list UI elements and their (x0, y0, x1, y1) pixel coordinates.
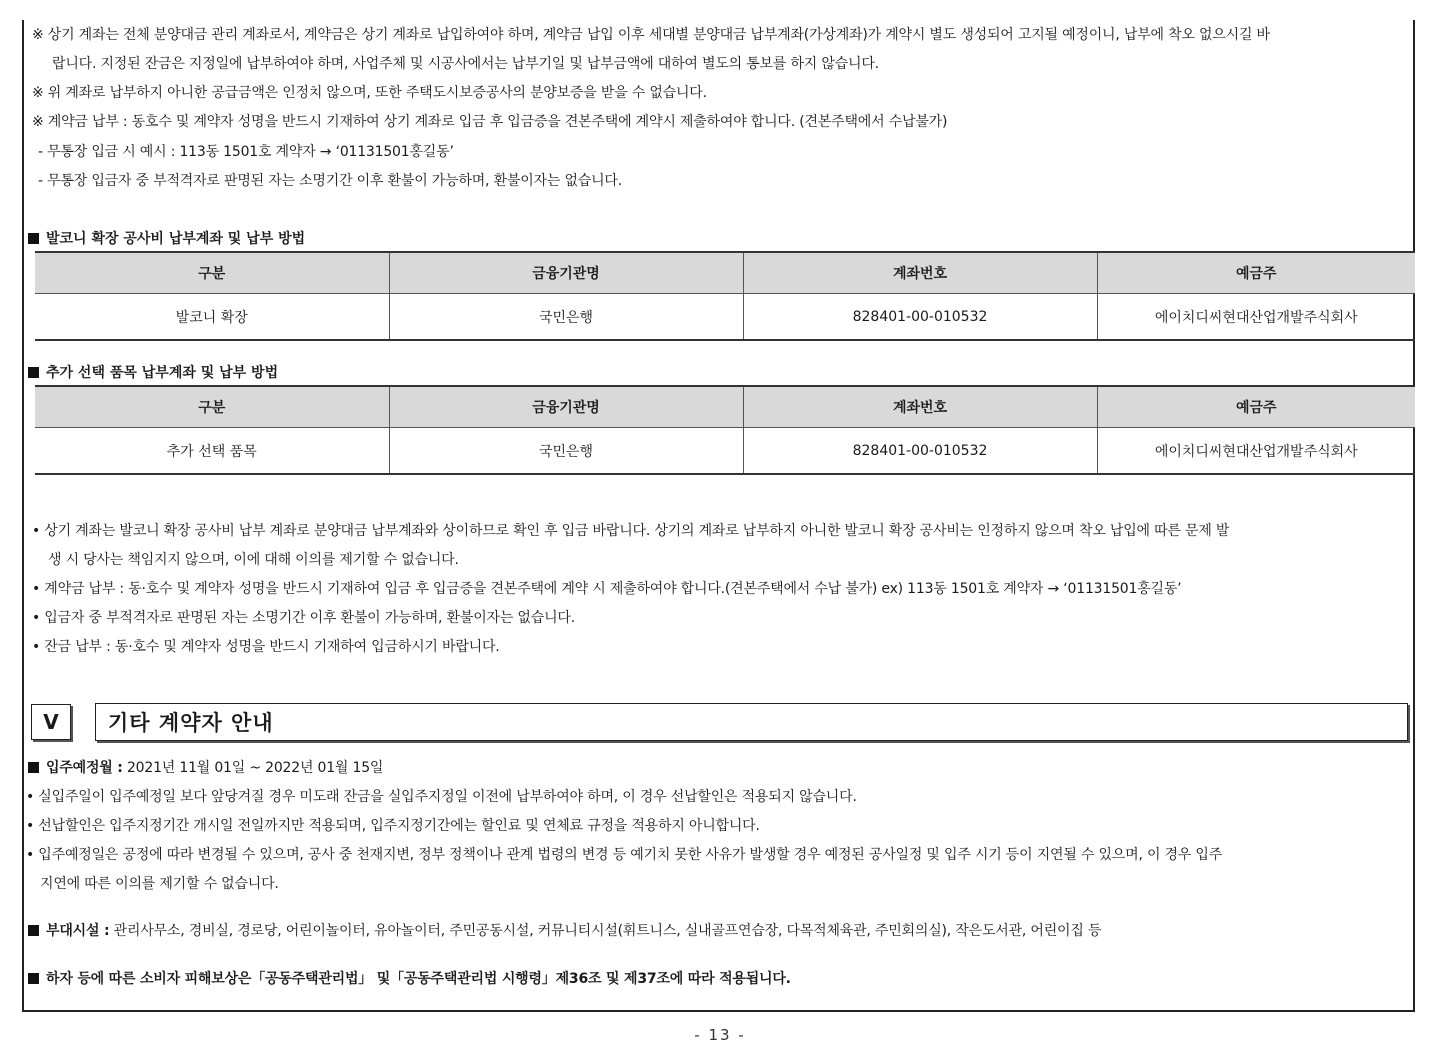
note-line: ※ 계약금 납부 : 동호수 및 계약자 성명을 반드시 기재하여 상기 계좌로 입금 후 입금증을 견본주택에 계약시 제출하여야 합니다. (견본주택에서 수납불가) (32, 114, 948, 130)
bullet-line: • 상기 계좌는 발코니 확장 공사비 납부 계좌로 분양대금 납부계좌와 상이하므로 확인 후 입금 바랍니다. 상기의 계좌로 납부하지 아니한 발코니 확장 공사비는 인정하지 않으며 착오 납입에 따른 문제 발 (32, 523, 1230, 539)
section-heading-options (28, 363, 278, 383)
bullet-line: • 잔금 납부 : 동·호수 및 계약자 성명을 반드시 기재하여 입금하시기 바랍니다. (32, 639, 500, 655)
table-cell: 828401-00-010532 (743, 294, 1097, 341)
section-heading-balcony (28, 229, 305, 249)
facilities-label: 부대시설 : (46, 923, 110, 939)
table-header-row (35, 386, 1415, 428)
square-bullet-icon (28, 925, 39, 936)
bullet-line: 생 시 당사는 책임지지 않으며, 이에 대해 이의를 제기할 수 없습니다. (48, 552, 459, 568)
compensation-text: 하자 등에 따른 소비자 피해보상은「공동주택관리법」 및「공동주택관리법 시행령」제36조 및 제37조에 따라 적용됩니다. (46, 971, 791, 987)
table-cell: 추가 선택 품목 (35, 428, 389, 475)
table-header-cell: 계좌번호 (743, 386, 1097, 428)
table-cell: 828401-00-010532 (743, 428, 1097, 475)
table-cell: 에이치디씨현대산업개발주식회사 (1097, 428, 1415, 475)
balcony-account-table (35, 251, 1415, 341)
bullet-line: • 선납할인은 입주지정기간 개시일 전일까지만 적용되며, 입주지정기간에는 할인료 및 연체료 규정을 적용하지 아니합니다. (26, 818, 760, 834)
bullet-line: • 실입주일이 입주예정일 보다 앞당겨질 경우 미도래 잔금을 실입주지정일 이전에 납부하여야 하며, 이 경우 선납할인은 적용되지 않습니다. (26, 789, 857, 805)
compensation-line (28, 969, 791, 989)
facilities-line (28, 921, 1101, 941)
movein-label: 입주예정월 : (46, 760, 123, 776)
square-bullet-icon (28, 973, 39, 984)
note-line: ※ 상기 계좌는 전체 분양대금 관리 계좌로서, 계약금은 상기 계좌로 납입하여야 하며, 계약금 납입 이후 세대별 분양대금 납부계좌(가상계좌)가 계약시 별도 생성되어 고지될 예정이니, 납부에 착오 없으시길 바 (32, 27, 1270, 43)
bullet-line: • 입금자 중 부적격자로 판명된 자는 소명기간 이후 환불이 가능하며, 환불이자는 없습니다. (32, 610, 575, 626)
bullet-line: 지연에 따른 이의를 제기할 수 없습니다. (40, 876, 279, 892)
heading-text: 추가 선택 품목 납부계좌 및 납부 방법 (46, 365, 279, 381)
table-header-cell: 구분 (35, 386, 389, 428)
chapter-number: V (31, 704, 71, 740)
movein-heading (28, 758, 383, 778)
heading-text: 발코니 확장 공사비 납부계좌 및 납부 방법 (46, 231, 306, 247)
table-header-cell: 금융기관명 (389, 386, 743, 428)
table-header-cell: 예금주 (1097, 386, 1415, 428)
note-line: - 무통장 입금자 중 부적격자로 판명된 자는 소명기간 이후 환불이 가능하며, 환불이자는 없습니다. (38, 173, 622, 189)
table-header-cell: 계좌번호 (743, 252, 1097, 294)
chapter-title: 기타 계약자 안내 (95, 703, 1408, 741)
table-header-cell: 구분 (35, 252, 389, 294)
options-account-table (35, 385, 1415, 475)
square-bullet-icon (28, 367, 39, 378)
table-row (35, 294, 1415, 341)
table-row (35, 428, 1415, 475)
table-header-cell: 예금주 (1097, 252, 1415, 294)
bullet-line: • 계약금 납부 : 동·호수 및 계약자 성명을 반드시 기재하여 입금 후 입금증을 견본주택에 계약 시 제출하여야 합니다.(견본주택에서 수납 불가) ex) 113동 1501호 계약자 → ‘01131501홍길동’ (32, 581, 1182, 597)
table-header-row (35, 252, 1415, 294)
table-cell: 국민은행 (389, 294, 743, 341)
square-bullet-icon (28, 233, 39, 244)
square-bullet-icon (28, 762, 39, 773)
note-line: ※ 위 계좌로 납부하지 아니한 공급금액은 인정치 않으며, 또한 주택도시보증공사의 분양보증을 받을 수 없습니다. (32, 85, 707, 101)
table-cell: 에이치디씨현대산업개발주식회사 (1097, 294, 1415, 341)
page-number: - 13 - (694, 1026, 746, 1044)
table-header-cell: 금융기관명 (389, 252, 743, 294)
movein-value: 2021년 11월 01일 ~ 2022년 01월 15일 (122, 760, 384, 776)
note-line: - 무통장 입금 시 예시 : 113동 1501호 계약자 → ‘01131501홍길동’ (38, 144, 454, 160)
bullet-line: • 입주예정일은 공정에 따라 변경될 수 있으며, 공사 중 천재지변, 정부 정책이나 관계 법령의 변경 등 예기치 못한 사유가 발생할 경우 예정된 공사일정 및 입주 시기 등이 지연될 수 있으며, 이 경우 입주 (26, 847, 1223, 863)
note-line: 랍니다. 지정된 잔금은 지정일에 납부하여야 하며, 사업주체 및 시공사에서는 납부기일 및 납부금액에 대하여 별도의 통보를 하지 않습니다. (52, 56, 879, 72)
table-cell: 발코니 확장 (35, 294, 389, 341)
facilities-value: 관리사무소, 경비실, 경로당, 어린이놀이터, 유아놀이터, 주민공동시설, 커뮤니티시설(휘트니스, 실내골프연습장, 다목적체육관, 주민회의실), 작은도서관, 어린이집 등 (109, 923, 1102, 939)
table-cell: 국민은행 (389, 428, 743, 475)
